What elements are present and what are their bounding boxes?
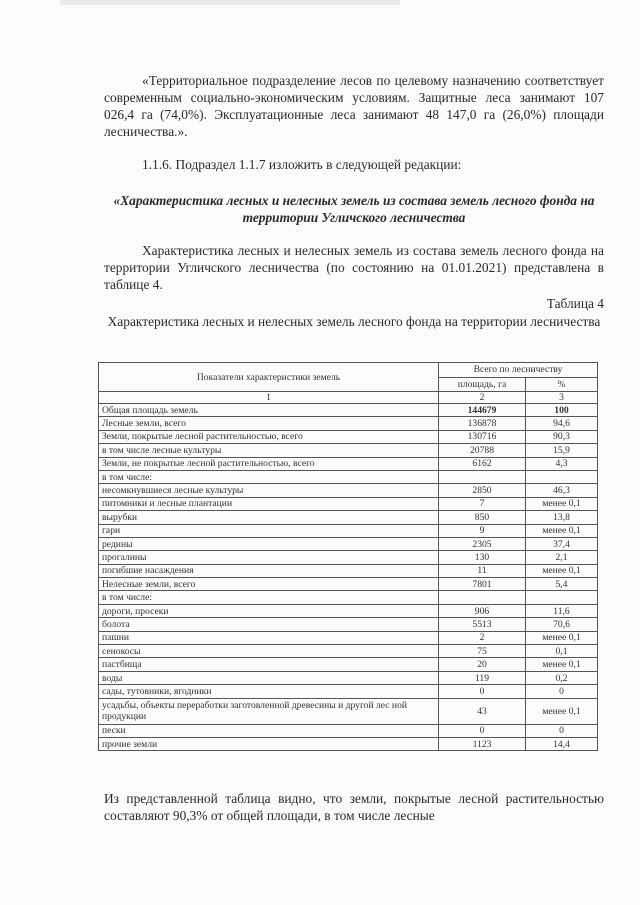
row-percent: менее 0,1 — [526, 524, 598, 537]
table-row — [99, 470, 598, 483]
table-row — [99, 591, 598, 604]
row-name: прочие земли — [99, 737, 439, 750]
row-area: 75 — [439, 645, 526, 658]
row-percent: 15,9 — [526, 444, 598, 457]
row-area — [439, 470, 526, 483]
row-name: пашни — [99, 631, 439, 644]
table-row — [99, 618, 598, 631]
row-percent: менее 0,1 — [526, 631, 598, 644]
header-percent: % — [526, 377, 598, 392]
row-percent: 13,8 — [526, 511, 598, 524]
row-area: 0 — [439, 724, 526, 737]
row-name: питомники и лесные плантации — [99, 497, 439, 510]
row-area: 7801 — [439, 578, 526, 591]
row-area: 2305 — [439, 537, 526, 550]
row-percent: 100 — [526, 404, 598, 417]
row-percent: менее 0,1 — [526, 564, 598, 577]
index-cell: 1 — [99, 392, 439, 404]
table-row — [99, 417, 598, 430]
row-percent: 5,4 — [526, 578, 598, 591]
row-name: вырубки — [99, 511, 439, 524]
row-name: Нелесные земли, всего — [99, 578, 439, 591]
row-name: усадьбы, объекты переработки заготовленной древесины и другой лес ной продукции — [99, 698, 439, 724]
table-row — [99, 404, 598, 417]
table-row — [99, 724, 598, 737]
row-percent: 0,1 — [526, 645, 598, 658]
paragraph-conclusion: Из представленной таблица видно, что земли, покрытые лесной растительностью составляют 90,3% от общей площади, в том числе лесные — [104, 791, 604, 823]
row-area: 2850 — [439, 484, 526, 497]
row-area: 136878 — [439, 417, 526, 430]
row-area: 11 — [439, 564, 526, 577]
table-row — [99, 511, 598, 524]
row-percent: 70,6 — [526, 618, 598, 631]
row-percent: 94,6 — [526, 417, 598, 430]
table-row — [99, 564, 598, 577]
row-area: 144679 — [439, 404, 526, 417]
row-name: Общая площадь земель — [99, 404, 439, 417]
table-row — [99, 444, 598, 457]
row-name: в том числе лесные культуры — [99, 444, 439, 457]
row-percent: 2,1 — [526, 551, 598, 564]
row-area: 1123 — [439, 737, 526, 750]
row-percent: 37,4 — [526, 537, 598, 550]
row-area: 119 — [439, 671, 526, 684]
row-area: 43 — [439, 698, 526, 724]
row-area: 6162 — [439, 457, 526, 470]
table-row — [99, 551, 598, 564]
table-row — [99, 698, 598, 724]
row-name: погибшие насаждения — [99, 564, 439, 577]
row-percent: менее 0,1 — [526, 497, 598, 510]
row-percent: менее 0,1 — [526, 658, 598, 671]
table-title: Характеристика лесных и нелесных земель лесного фонда на территории лесничества — [107, 314, 601, 329]
row-area: 20788 — [439, 444, 526, 457]
table-row — [99, 671, 598, 684]
row-area — [439, 591, 526, 604]
row-area: 0 — [439, 685, 526, 698]
table-row — [99, 537, 598, 550]
row-percent: 14,4 — [526, 737, 598, 750]
row-area: 850 — [439, 511, 526, 524]
row-name: пастбища — [99, 658, 439, 671]
row-name: пески — [99, 724, 439, 737]
row-name: Лесные земли, всего — [99, 417, 439, 430]
row-name: прогалины — [99, 551, 439, 564]
index-cell: 3 — [526, 392, 598, 404]
row-name: Земли, не покрытые лесной растительностью, всего — [99, 457, 439, 470]
row-name: сады, тутовники, ягодники — [99, 685, 439, 698]
row-area: 20 — [439, 658, 526, 671]
row-name: дороги, просеки — [99, 604, 439, 617]
table-caption: Таблица 4 — [546, 296, 604, 311]
table-row — [99, 430, 598, 443]
row-percent: 0,2 — [526, 671, 598, 684]
row-percent — [526, 591, 598, 604]
row-name: в том числе: — [99, 470, 439, 483]
row-area: 130716 — [439, 430, 526, 443]
row-name: редины — [99, 537, 439, 550]
table-row — [99, 497, 598, 510]
row-percent: 11,6 — [526, 604, 598, 617]
row-name: в том числе: — [99, 591, 439, 604]
table-row — [99, 604, 598, 617]
table-row — [99, 484, 598, 497]
row-percent: 46,3 — [526, 484, 598, 497]
table-row — [99, 645, 598, 658]
row-area: 2 — [439, 631, 526, 644]
paragraph-subsection-edit: 1.1.6. Подраздел 1.1.7 изложить в следующей редакции: — [142, 157, 462, 172]
header-indicator: Показатели характеристики земель — [99, 363, 439, 392]
paragraph-table-intro: Характеристика лесных и нелесных земель из состава земель лесного фонда на территории Угличского лесничества (по состоянию на 01.01.2021) представлена в таблице 4. — [104, 243, 604, 292]
row-area: 130 — [439, 551, 526, 564]
table-row — [99, 578, 598, 591]
table-row — [99, 658, 598, 671]
header-area: площадь, га — [439, 377, 526, 392]
table-row — [99, 524, 598, 537]
row-percent: 0 — [526, 724, 598, 737]
row-percent: 4,3 — [526, 457, 598, 470]
scan-artifact — [60, 0, 400, 5]
row-name: Земли, покрытые лесной растительностью, всего — [99, 430, 439, 443]
table-row — [99, 737, 598, 750]
paragraph-forest-division: «Территориальное подразделение лесов по целевому назначению соответствует современным социально-экономическим условиям. Защитные леса занимают 107 026,4 га (74,0%). Эксплуатационные леса занимают 48 147,0 га (26,0%) площади лесничества.». — [104, 73, 604, 139]
row-name: болота — [99, 618, 439, 631]
row-area: 906 — [439, 604, 526, 617]
index-cell: 2 — [439, 392, 526, 404]
row-name: гари — [99, 524, 439, 537]
row-name: сенокосы — [99, 645, 439, 658]
row-percent: менее 0,1 — [526, 698, 598, 724]
table-row — [99, 631, 598, 644]
header-total: Всего по лесничеству — [439, 363, 598, 378]
row-name: несомкнувшиеся лесные культуры — [99, 484, 439, 497]
row-percent: 0 — [526, 685, 598, 698]
section-heading: «Характеристика лесных и нелесных земель из состава земель лесного фонда на территории Угличского лесничества — [113, 193, 595, 225]
land-characteristics-table — [98, 362, 598, 751]
row-name: воды — [99, 671, 439, 684]
table-row — [99, 685, 598, 698]
row-area: 7 — [439, 497, 526, 510]
row-area: 9 — [439, 524, 526, 537]
row-area: 5513 — [439, 618, 526, 631]
table-row — [99, 457, 598, 470]
row-percent: 90,3 — [526, 430, 598, 443]
row-percent — [526, 470, 598, 483]
